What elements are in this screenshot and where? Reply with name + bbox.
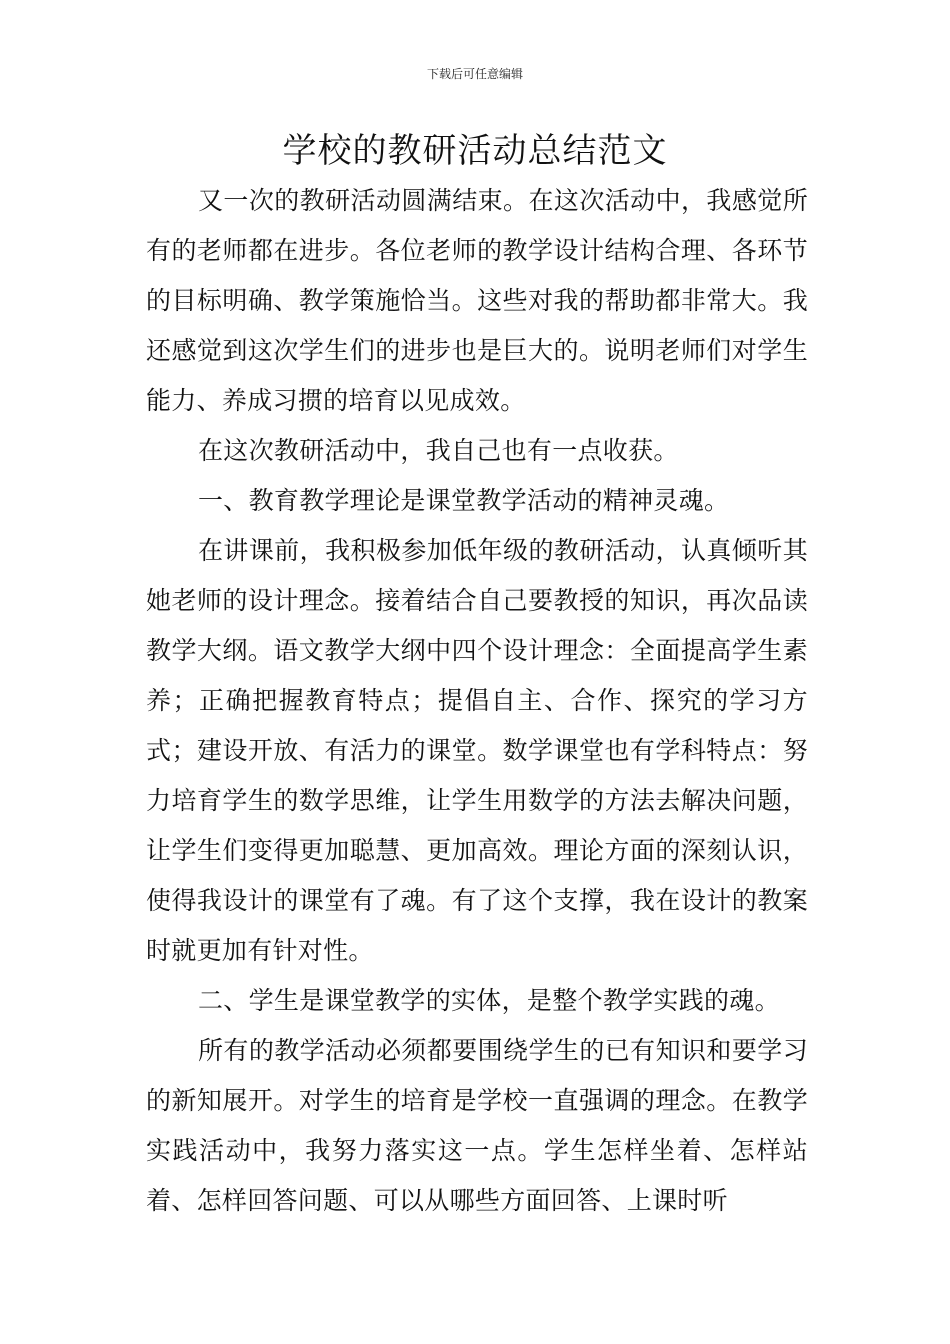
- section-heading-1: 一、教育教学理论是课堂教学活动的精神灵魂。: [198, 486, 730, 515]
- document-body: [146, 176, 808, 1226]
- header-note: 下载后可任意编辑: [426, 67, 523, 81]
- section-heading-2: 二、学生是课堂教学的实体，是整个教学实践的魂。: [198, 986, 780, 1015]
- paragraph-2: 在这次教研活动中，我自己也有一点收获。: [198, 436, 679, 465]
- document-title: 学校的教研活动总结范文: [282, 131, 668, 171]
- paragraph-4: 所有的教学活动必须都要围绕学生的已有知识和要学习的新知展开。对学生的培育是学校一直强调的理念。在教学实践活动中，我努力落实这一点。学生怎样坐着、怎样站着、怎样回答问题、可以从哪些方面回答、上课时听: [146, 1036, 808, 1215]
- paragraph-3: 在讲课前，我积极参加低年级的教研活动，认真倾听其她老师的设计理念。接着结合自己要教授的知识，再次品读教学大纲。语文教学大纲中四个设计理念：全面提高学生素养；正确把握教育特点；提倡自主、合作、探究的学习方式；建设开放、有活力的课堂。数学课堂也有学科特点：努力培育学生的数学思维，让学生用数学的方法去解决问题，让学生们变得更加聪慧、更加高效。理论方面的深刻认识，使得我设计的课堂有了魂。有了这个支撑，我在设计的教案时就更加有针对性。: [146, 536, 808, 965]
- paragraph-1: 又一次的教研活动圆满结束。在这次活动中，我感觉所有的老师都在进步。各位老师的教学设计结构合理、各环节的目标明确、教学策施恰当。这些对我的帮助都非常大。我还感觉到这次学生们的进步也是巨大的。说明老师们对学生能力、养成习掼的培育以见成效。: [146, 186, 808, 415]
